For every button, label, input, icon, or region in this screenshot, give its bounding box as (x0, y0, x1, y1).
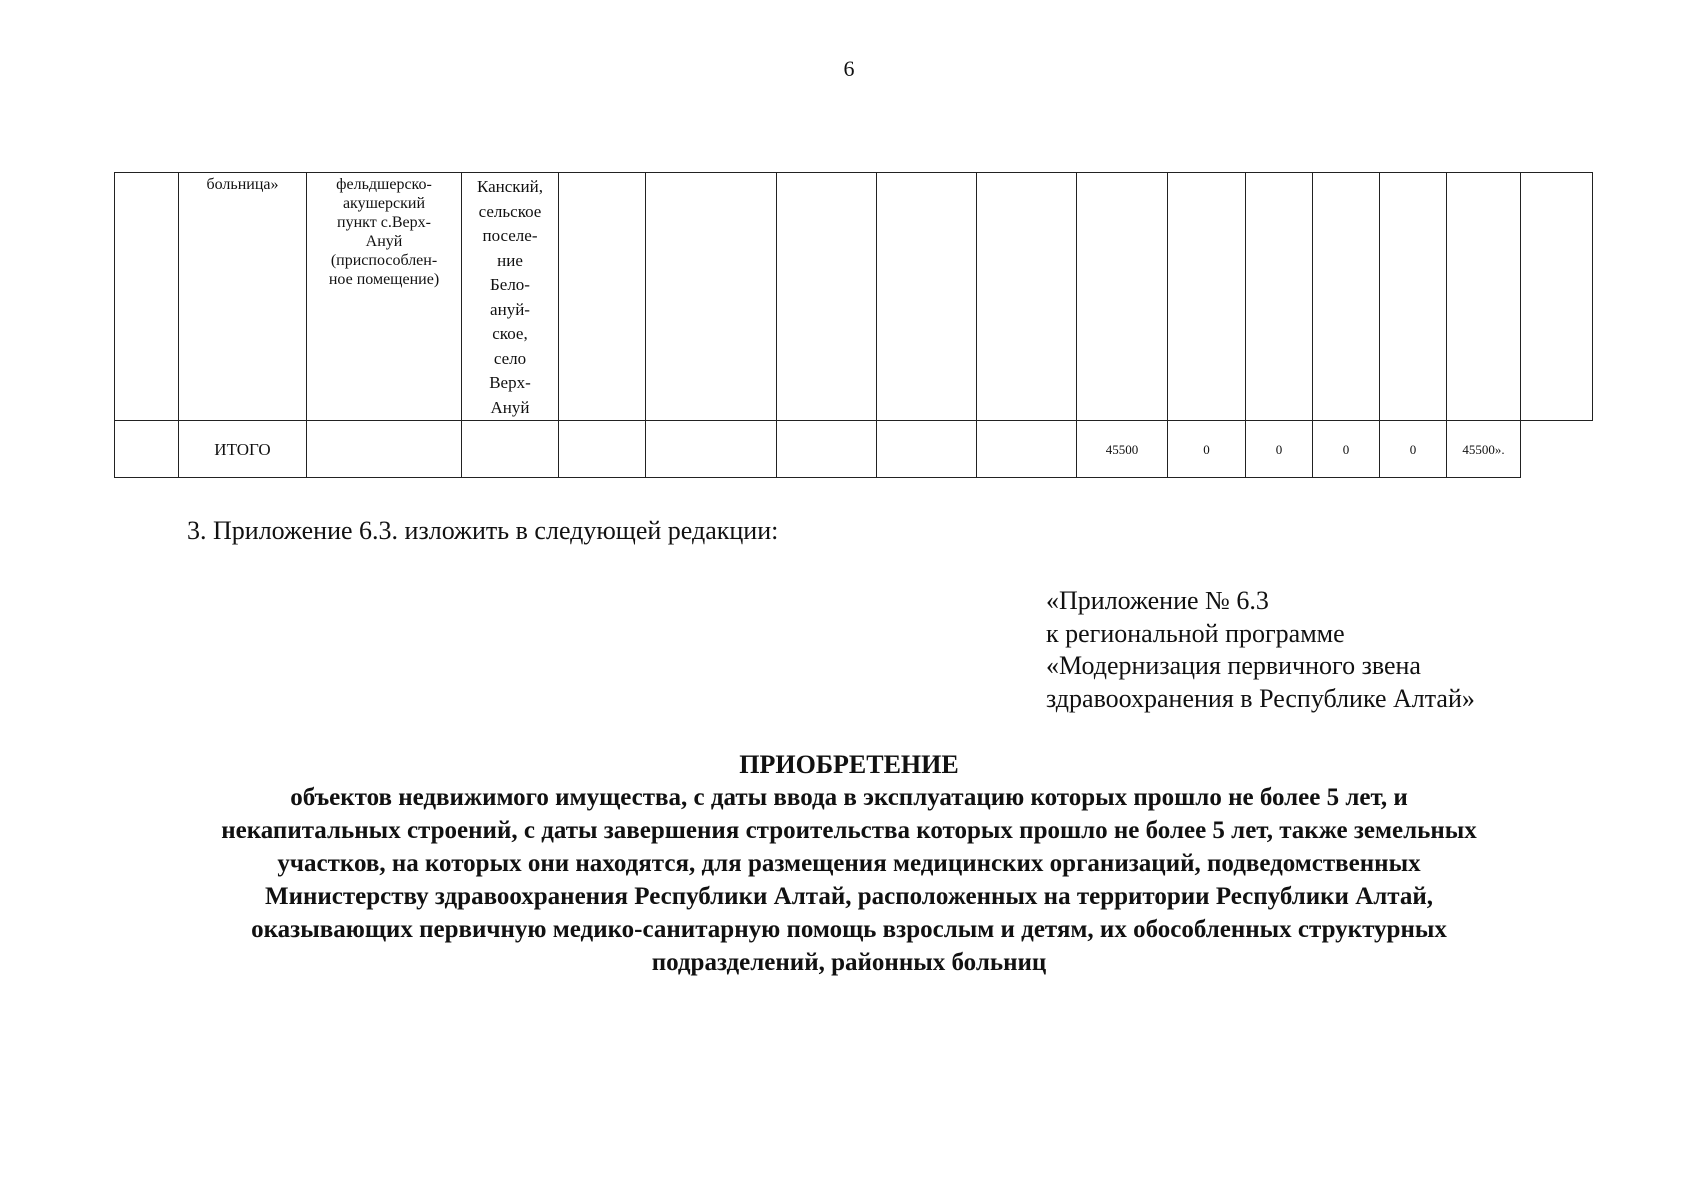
appendix-line: «Приложение № 6.3 (1046, 586, 1269, 615)
table-cell (559, 421, 646, 478)
table-cell (777, 173, 877, 421)
document-heading (0, 748, 1698, 979)
data-table (114, 172, 1593, 478)
table-cell-organization: больница» (179, 173, 307, 421)
table-cell (777, 421, 877, 478)
total-value-5: 0 (1380, 421, 1447, 478)
appendix-line: «Модернизация первичного звена (1046, 651, 1421, 680)
table-row (115, 173, 1593, 421)
table-cell (1246, 173, 1313, 421)
table-cell (1077, 173, 1168, 421)
table-cell (559, 173, 646, 421)
appendix-line: к региональной программе (1046, 618, 1345, 648)
heading-line: объектов недвижимого имущества, с даты ввода в эксплуатацию которых прошло не более 5 лет, и (290, 784, 1408, 811)
heading-title: ПРИОБРЕТЕНИЕ (739, 750, 959, 779)
page-number: 6 (843, 56, 855, 81)
table-cell (115, 421, 179, 478)
heading-line: участков, на которых они находятся, для размещения медицинских организаций, подведомственных (277, 850, 1421, 877)
table-cell (877, 421, 977, 478)
table-cell (646, 421, 777, 478)
table-cell (1521, 173, 1593, 421)
table-cell (1168, 173, 1246, 421)
object-text: фельдшерско- акушерский пункт с.Верх- Ануй (приспособлен- ное помещение) (328, 176, 440, 288)
table-cell (646, 173, 777, 421)
total-label: ИТОГО (179, 421, 307, 478)
heading-line: некапитальных строений, с даты завершения строительства которых прошло не более 5 лет, также земельных (221, 817, 1477, 844)
heading-line: оказывающих первичную медико-санитарную помощь взрослым и детям, их обособленных структурных (251, 916, 1447, 943)
appendix-line: здравоохранения в Республике Алтай» (1046, 683, 1475, 713)
table-cell-location (462, 173, 559, 421)
table-cell-object (307, 173, 462, 421)
total-value-1: 45500 (1077, 421, 1168, 478)
table-row-total (115, 421, 1593, 478)
table-cell (877, 173, 977, 421)
total-value-3: 0 (1246, 421, 1313, 478)
table-cell (462, 421, 559, 478)
total-value-2: 0 (1168, 421, 1246, 478)
instruction-paragraph: 3. Приложение 6.3. изложить в следующей редакции: (187, 516, 779, 545)
total-value-4: 0 (1313, 421, 1380, 478)
appendix-reference (1046, 585, 1475, 715)
table-cell-number (115, 173, 179, 421)
location-text: Канский, сельское поселе- ние Бело- ануй- ское, село Верх- Ануй (476, 177, 543, 417)
heading-line: Министерству здравоохранения Республики Алтай, расположенных на территории Республики Алтай, (264, 883, 1434, 910)
total-value-6: 45500». (1447, 421, 1521, 478)
table-cell (1313, 173, 1380, 421)
table-cell (1447, 173, 1521, 421)
table-cell (307, 421, 462, 478)
table-cell (977, 421, 1077, 478)
table-cell (1380, 173, 1447, 421)
table-cell (977, 173, 1077, 421)
heading-line: подразделений, районных больниц (651, 949, 1047, 976)
